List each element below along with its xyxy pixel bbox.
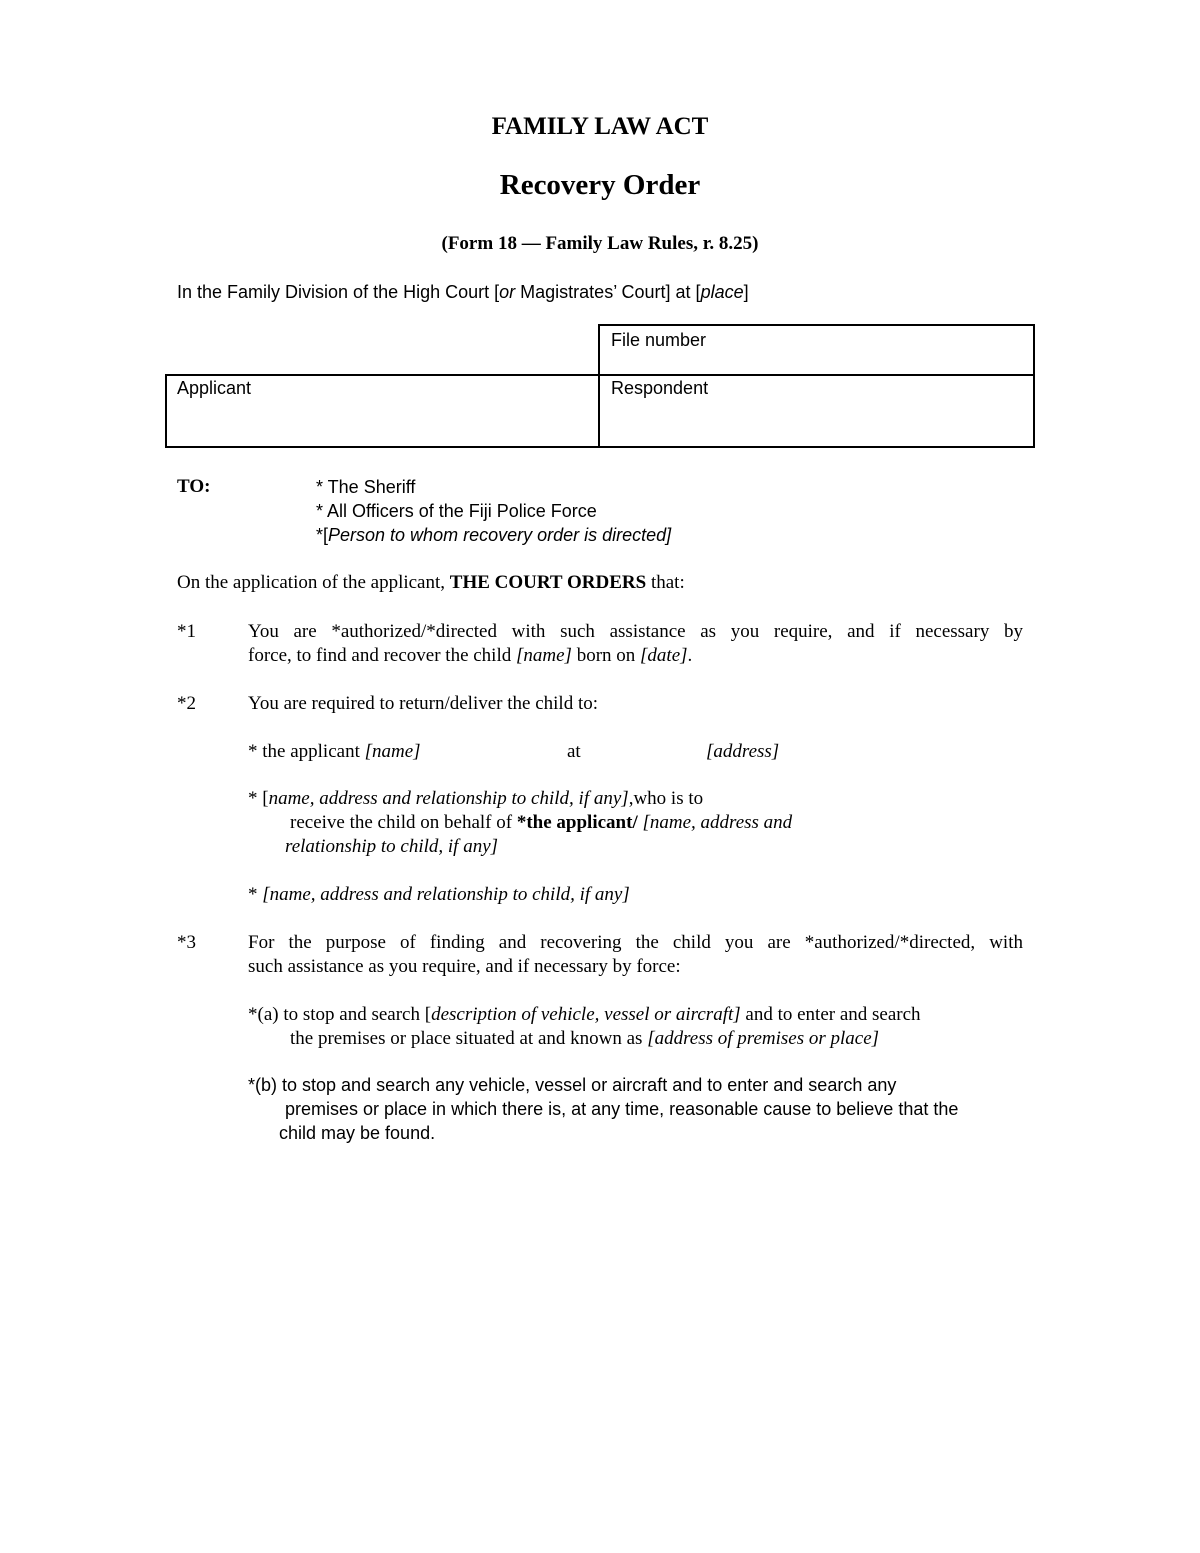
order2-option3 — [248, 883, 630, 907]
order2-opt3-star: * — [248, 884, 263, 905]
intro-line — [177, 571, 685, 595]
file-number-label: File number — [611, 330, 707, 350]
act-title: FAMILY LAW ACT — [491, 113, 709, 140]
court-line-part1: In the Family Division of the High Court [ — [177, 282, 500, 302]
to-person-prefix: *[ — [316, 525, 329, 545]
order2-opt1-address-text: [address] — [706, 741, 780, 762]
order1-line2-b: born on — [571, 645, 641, 666]
order3-a-vehicle-desc: description of vehicle, vessel or aircraft] — [431, 1004, 741, 1025]
order2-opt2-star: * [ — [248, 788, 269, 809]
applicant-label: Applicant — [177, 378, 252, 398]
order2-option2-line2 — [290, 811, 792, 835]
order3-a-line1-a: *(a) to stop and search [ — [248, 1004, 432, 1025]
order2-opt2-line2-a: receive the child on behalf of — [290, 812, 517, 833]
to-person — [316, 523, 671, 547]
form-reference: (Form 18 — Family Law Rules, r. 8.25) — [441, 233, 759, 254]
order3-a-line2 — [290, 1027, 879, 1051]
respondent-label: Respondent — [611, 378, 709, 398]
order1-child-name: [name] — [516, 645, 572, 666]
order1-child-date: [date] — [640, 645, 688, 666]
court-line-or: or — [499, 282, 516, 302]
order3-a-line1 — [248, 1003, 921, 1027]
order2-opt1-at: at — [567, 741, 581, 762]
to-sheriff: * The Sheriff — [316, 477, 416, 497]
intro-prefix: On the application of the applicant, — [177, 572, 450, 593]
order1-line2-c: . — [687, 645, 693, 666]
document-title: Recovery Order — [499, 169, 701, 201]
order1-line2 — [248, 644, 692, 668]
to-police: * All Officers of the Fiji Police Force — [316, 501, 597, 521]
order3-a-premises-address: [address of premises or place] — [647, 1028, 880, 1049]
order2-opt2-line3-text: relationship to child, if any] — [285, 836, 499, 857]
order3-b-line3: child may be found. — [279, 1123, 436, 1143]
order2-opt2-italic: name, address and relationship to child, if any] — [268, 788, 629, 809]
court-line-part3: ] — [743, 282, 749, 302]
to-person-italic: Person to whom recovery order is directed] — [328, 525, 672, 545]
order3-a-line1-b: and to enter and search — [740, 1004, 921, 1025]
order1-line2-a: force, to find and recover the child — [248, 645, 516, 666]
court-line-part2: Magistrates’ Court] at [ — [515, 282, 701, 302]
order3-b-line2: premises or place in which there is, at any time, reasonable cause to believe that the — [285, 1099, 959, 1119]
order2-line1: You are required to return/deliver the child to: — [248, 693, 598, 714]
order2-opt1-name: [name] — [364, 741, 421, 762]
order3-line2: such assistance as you require, and if necessary by force: — [248, 956, 681, 977]
order3-number: *3 — [177, 932, 196, 953]
intro-suffix: that: — [646, 572, 685, 593]
order3-b-line1: *(b) to stop and search any vehicle, vessel or aircraft and to enter and search any — [248, 1075, 897, 1095]
order2-opt1-prefix: * the applicant — [248, 741, 365, 762]
order1-number: *1 — [177, 621, 196, 642]
order2-opt3-italic: [name, address and relationship to child, if any] — [262, 884, 630, 905]
court-line-place: place — [700, 282, 744, 302]
order2-option2-line3 — [285, 835, 498, 859]
order2-option2-line1 — [248, 787, 703, 811]
order2-opt2-suffix: ,who is to — [628, 788, 704, 809]
intro-court-orders: THE COURT ORDERS — [449, 572, 647, 593]
order2-opt2-line2-italic: [name, address and — [637, 812, 793, 833]
order3-a-line2-a: the premises or place situated at and known as — [290, 1028, 648, 1049]
court-line — [177, 280, 749, 304]
order2-opt1-address — [706, 740, 779, 764]
order2-opt2-line2-bold: *the applicant/ — [516, 812, 638, 833]
order2-option1 — [248, 740, 421, 764]
to-label: TO: — [177, 476, 211, 497]
order3-line1: For the purpose of finding and recovering the child you are *authorized/*directed, with — [248, 932, 1023, 953]
order2-number: *2 — [177, 693, 196, 714]
order1-line1: You are *authorized/*directed with such assistance as you require, and if necessary by — [248, 621, 1023, 642]
